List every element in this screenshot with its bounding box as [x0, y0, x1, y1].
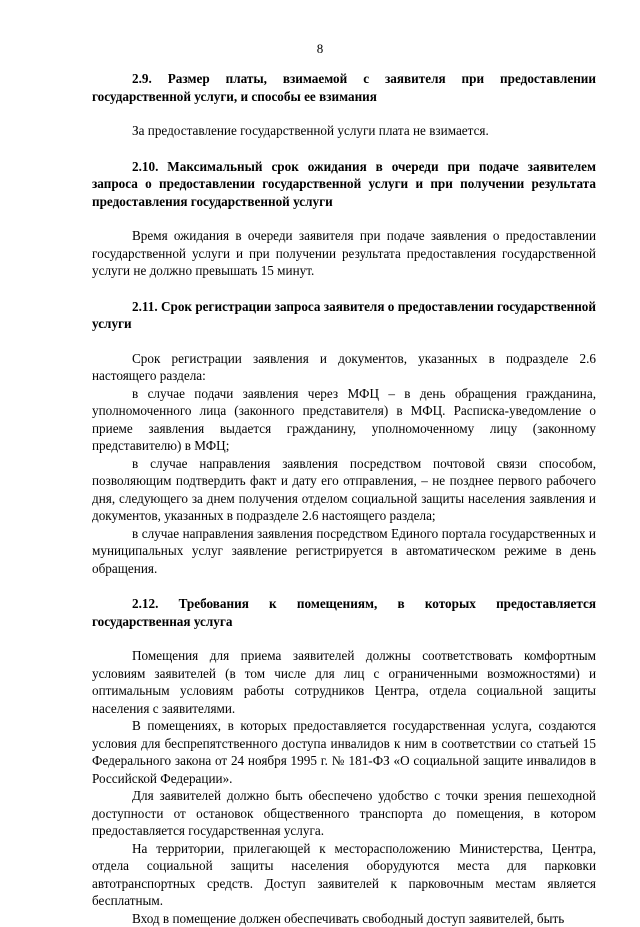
- paragraph: Для заявителей должно быть обеспечено удобство с точки зрения пешеходной доступности от остановок общественного транспорта до помещения, в котором предоставляется государственная услуга.: [92, 787, 596, 840]
- paragraph: Помещения для приема заявителей должны соответствовать комфортным условиям заявителей (в том числе для лиц с ограниченными возможностями) и оптимальным условиям работы сотрудников Центра, отдела социальной защиты населения с заявителями.: [92, 647, 596, 717]
- paragraph: Время ожидания в очереди заявителя при подаче заявления о предоставлении государственной услуги и при получении результата предоставления государственной услуги не должно превышать 15 минут.: [92, 227, 596, 280]
- paragraph: В помещениях, в которых предоставляется государственная услуга, создаются условия для беспрепятственного доступа инвалидов к ним в соответствии со статьей 15 Федерального закона от 24 ноября 1995 г. № 181-ФЗ «О социальной защите инвалидов в Российской Федерации».: [92, 717, 596, 787]
- paragraph: в случае направления заявления посредством почтовой связи способом, позволяющим подтвердить факт и дату его отправления, – не позднее первого рабочего дня, следующего за днем получения отделом социальной защиты населения заявления и документов, указанных в подразделе 2.6 настоящего раздела;: [92, 455, 596, 525]
- section-heading-2-9: 2.9. Размер платы, взимаемой с заявителя при предоставлении государственной услуги, и способы ее взимания: [92, 70, 596, 105]
- section-heading-2-11: 2.11. Срок регистрации запроса заявителя о предоставлении государственной услуги: [92, 298, 596, 333]
- paragraph: в случае подачи заявления через МФЦ – в день обращения гражданина, уполномоченного лица (законного представителя) в МФЦ. Расписка-уведомление о приеме заявления выдается гражданину, уполномоченному лицу (законному представителю) в МФЦ;: [92, 385, 596, 455]
- paragraph: Вход в помещение должен обеспечивать свободный доступ заявителей, быть: [92, 910, 596, 927]
- section-heading-2-10: 2.10. Максимальный срок ожидания в очереди при подаче заявителем запроса о предоставлении государственной услуги и при получении результата предоставления государственной услуги: [92, 158, 596, 211]
- paragraph: в случае направления заявления посредством Единого портала государственных и муниципальных услуг заявление регистрируется в автоматическом режиме в день обращения.: [92, 525, 596, 578]
- document-body: [92, 70, 596, 927]
- paragraph: На территории, прилегающей к месторасположению Министерства, Центра, отдела социальной защиты населения оборудуются места для парковки автотранспортных средств. Доступ заявителей к парковочным местам является бесплатным.: [92, 840, 596, 910]
- page-number: 8: [0, 40, 640, 58]
- section-heading-2-12: 2.12. Требования к помещениям, в которых предоставляется государственная услуга: [92, 595, 596, 630]
- paragraph: Срок регистрации заявления и документов, указанных в подразделе 2.6 настоящего раздела:: [92, 350, 596, 385]
- paragraph: За предоставление государственной услуги плата не взимается.: [92, 122, 596, 140]
